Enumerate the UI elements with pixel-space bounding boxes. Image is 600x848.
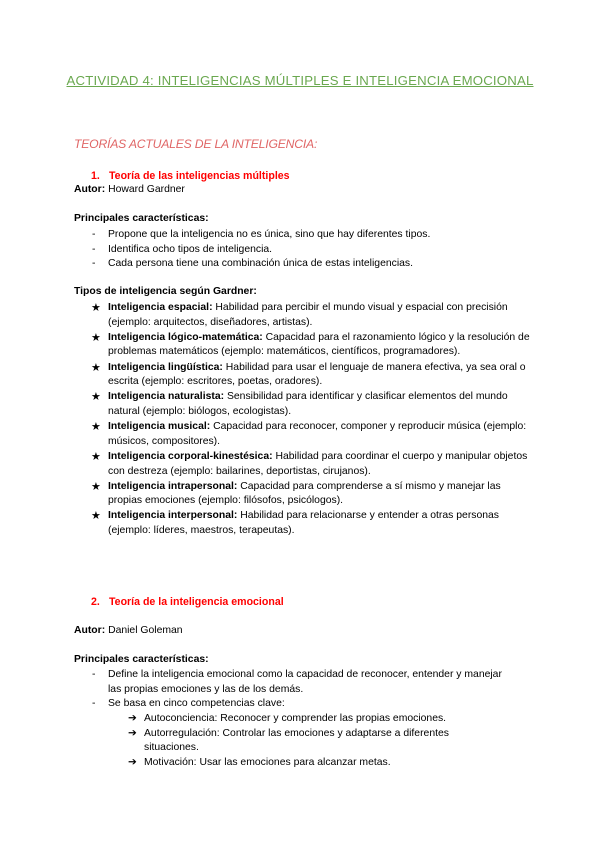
intelligence-type-item — [74, 301, 534, 330]
list-item-text: Propone que la inteligencia no es única, sino que hay diferentes tipos. — [108, 229, 431, 240]
theory2-author-line — [74, 625, 183, 636]
theory2-author-label: Autor: — [74, 625, 106, 636]
intelligence-type-desc: Habilidad para coordinar el cuerpo y manipular objetos con destreza (ejemplo: bailarines, deportistas, cirujanos). — [108, 450, 528, 477]
competency-item — [74, 727, 474, 756]
theory2-features-list — [74, 668, 514, 712]
theory1-features-label: Principales características: — [74, 213, 209, 224]
star-icon: ★ — [91, 421, 101, 434]
star-icon: ★ — [91, 302, 101, 314]
theory1-number: 1. — [91, 170, 100, 182]
list-item-text: Identifica ocho tipos de inteligencia. — [108, 243, 273, 255]
intelligence-type-desc: Habilidad para relacionarse y entender a otras personas (ejemplo: líderes, maestros, terapeutas). — [108, 510, 500, 537]
star-icon: ★ — [91, 391, 101, 404]
competency-text: Autoconciencia: Reconocer y comprender las propias emociones. — [144, 713, 447, 724]
theory2-title: Teoría de la inteligencia emocional — [109, 596, 284, 608]
list-item-text: Se basa en cinco competencias clave: — [108, 698, 285, 710]
star-icon: ★ — [91, 331, 101, 344]
list-item: - Propone que la inteligencia no es única, sino que hay diferentes tipos. — [92, 229, 431, 240]
arrow-right-icon: ➔ — [128, 756, 137, 768]
star-icon: ★ — [91, 361, 101, 374]
theory1-title: Teoría de las inteligencias múltiples — [109, 170, 290, 182]
theory1-types-label: Tipos de inteligencia según Gardner: — [74, 286, 257, 297]
competency-item — [74, 712, 474, 727]
competencies-list — [74, 712, 474, 770]
theory2-heading — [91, 596, 284, 608]
theory1-author: Howard Gardner — [108, 184, 185, 195]
star-icon: ★ — [91, 510, 101, 523]
intelligence-type-name: Inteligencia interpersonal: — [108, 510, 238, 522]
intelligence-type-desc: Habilidad para percibir el mundo visual y espacial con precisión (ejemplo: arquitectos, diseñadores, artistas). — [108, 302, 508, 328]
star-icon: ★ — [91, 450, 101, 463]
list-item: - Se basa en cinco competencias clave: — [92, 698, 285, 710]
competency-item — [74, 756, 474, 771]
intelligence-type-desc: Capacidad para comprenderse a sí mismo y manejar las propias emociones (ejemplo: filósofos, psicólogos). — [108, 480, 501, 507]
intelligence-type-desc: Capacidad para reconocer, componer y reproducir música (ejemplo: músicos, compositores). — [108, 421, 527, 447]
intelligence-type-name: Inteligencia musical: — [108, 421, 211, 433]
intelligence-type-name: Inteligencia lingüística: — [108, 361, 223, 373]
theory1-heading — [91, 170, 290, 182]
theory2-number: 2. — [91, 596, 100, 608]
arrow-right-icon: ➔ — [128, 713, 137, 724]
intelligence-type-item — [74, 480, 534, 509]
intelligence-type-name: Inteligencia lógico-matemática: — [108, 331, 263, 343]
intelligence-type-item — [74, 420, 534, 449]
theory1-features-list — [74, 228, 514, 272]
intelligence-type-desc: Habilidad para usar el lenguaje de manera efectiva, ya sea oral o escrita (ejemplo: escritores, poetas, oradores). — [108, 361, 526, 388]
page-title: ACTIVIDAD 4: INTELIGENCIAS MÚLTIPLES E INTELIGENCIA EMOCIONAL — [66, 73, 534, 88]
intelligence-type-item — [74, 390, 534, 419]
theory1-author-label: Autor: — [74, 184, 106, 195]
list-item: - Identifica ocho tipos de inteligencia. — [92, 243, 273, 255]
theory2-author: Daniel Goleman — [108, 625, 183, 636]
intelligence-type-item — [74, 331, 534, 360]
intelligence-type-name: Inteligencia corporal-kinestésica: — [108, 450, 273, 462]
intelligence-type-name: Inteligencia espacial: — [108, 302, 213, 313]
theory2-features-label: Principales características: — [74, 654, 209, 665]
list-item: - Cada persona tiene una combinación única de estas inteligencias. — [92, 258, 413, 270]
intelligence-type-item — [74, 361, 534, 390]
competency-text: Autorregulación: Controlar las emociones y adaptarse a diferentes situaciones. — [144, 727, 449, 754]
intelligence-type-name: Inteligencia intrapersonal: — [108, 480, 238, 492]
arrow-right-icon: ➔ — [128, 727, 137, 739]
intelligence-type-desc: Sensibilidad para identificar y clasificar elementos del mundo natural (ejemplo: biólogos, ecologistas). — [108, 391, 508, 417]
list-item-text: Define la inteligencia emocional como la capacidad de reconocer, entender y manejar las propias emociones y las de los demás. — [108, 669, 502, 695]
list-item: - Define la inteligencia emocional como la capacidad de reconocer, entender y manejar las propias emociones y las de los demás. — [92, 669, 502, 695]
section-heading: TEORÍAS ACTUALES DE LA INTELIGENCIA: — [74, 137, 318, 151]
intelligence-type-item — [74, 509, 534, 538]
star-icon: ★ — [91, 480, 101, 493]
intelligence-type-name: Inteligencia naturalista: — [108, 391, 225, 403]
theory1-author-line — [74, 184, 185, 195]
list-item-text: Cada persona tiene una combinación única de estas inteligencias. — [108, 258, 413, 270]
intelligence-types-list — [74, 301, 534, 539]
competency-text: Motivación: Usar las emociones para alcanzar metas. — [144, 756, 391, 768]
intelligence-type-desc: Capacidad para el razonamiento lógico y la resolución de problemas matemáticos (ejemplo: matemáticos, científicos, programadores). — [108, 331, 530, 358]
intelligence-type-item — [74, 450, 534, 479]
